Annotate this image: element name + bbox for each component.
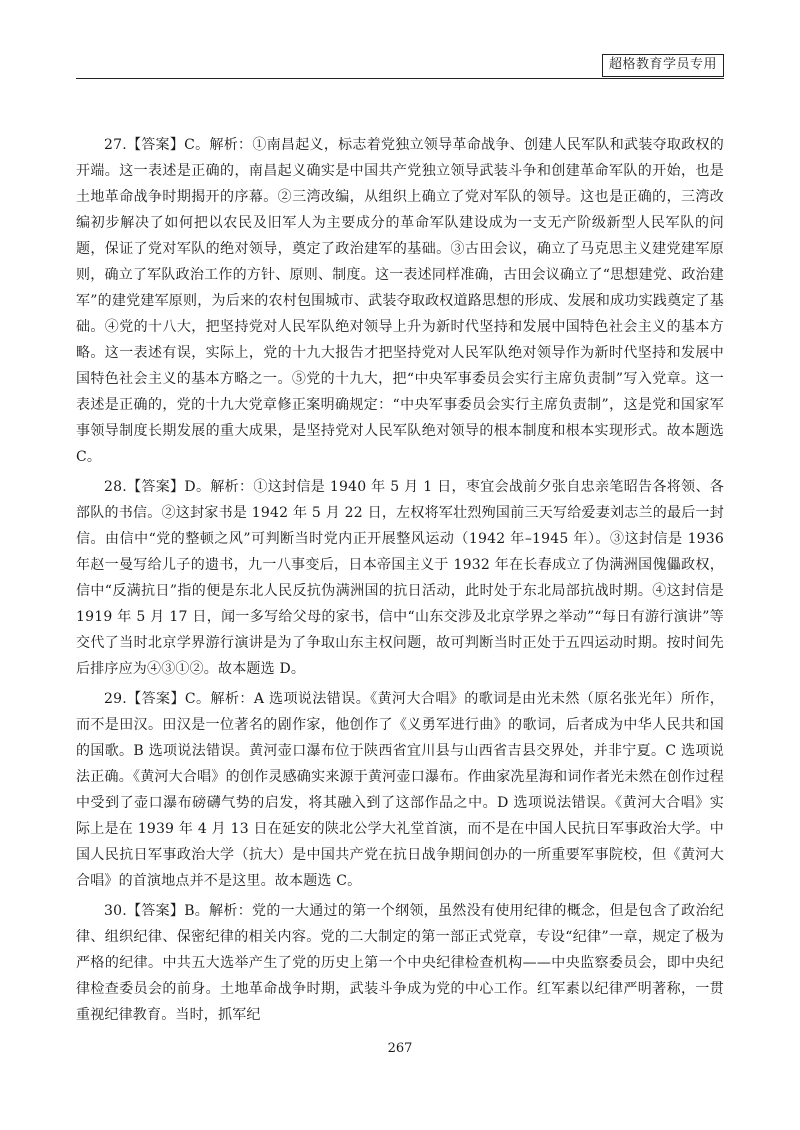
answer-content: [76, 132, 724, 1028]
answer-text: 【答案】D。解析：①这封信是 1940 年 5 月 1 日，枣宜会战前夕张自忠亲笔昭告各将领、各部队的书信。②这封家书是 1942 年 5 月 22 日，左权将军壮烈殉国前三天写给爱妻刘志兰的最后一封信。由信中“党的整顿之风”可判断当时党内正开展整风运动（1942 年–1945 年）。③这封信是 1936 年赵一曼写给儿子的遗书，九一八事变后，日本帝国主义于 1932 年在长春成立了伪满洲国傀儡政权，信中“反满抗日”指的便是东北人民反抗伪满洲国的抗日活动，此时处于东北局部抗战时期。④这封信是 1919 年 5 月 17 日，闻一多写给父母的家书，信中“山东交涉及北京学界之举动”“每日有游行演讲”等交代了当时北京学界游行演讲是为了争取山东主权问题，故可判断当时正处于五四运动时期。按时间先后排序应为④③①②。故本题选 D。: [76, 479, 724, 677]
answer-text: 【答案】C。解析：A 选项说法错误。《黄河大合唱》的歌词是由光未然（原名张光年）所作，而不是田汉。田汉是一位著名的剧作家，他创作了《义勇军进行曲》的歌词，后者成为中华人民共和国的国歌。B 选项说法错误。黄河壶口瀑布位于陕西省宜川县与山西省吉县交界处，并非宁夏。C 选项说法正确。《黄河大合唱》的创作灵感确实来源于黄河壶口瀑布。作曲家冼星海和词作者光未然在创作过程中受到了壶口瀑布磅礴气势的启发，将其融入到了这部作品之中。D 选项说法错误。《黄河大合唱》实际上是在 1939 年 4 月 13 日在延安的陕北公学大礼堂首演，而不是在中国人民抗日军事政治大学。中国人民抗日军事政治大学（抗大）是中国共产党在抗日战争期间创办的一所重要军事院校，但《黄河大合唱》的首演地点并不是这里。故本题选 C。: [76, 691, 724, 889]
answer-30: [76, 898, 724, 1028]
page-number: 267: [387, 1041, 413, 1056]
answer-number: 30.: [104, 903, 127, 919]
answer-text: 【答案】C。解析：①南昌起义，标志着党独立领导革命战争、创建人民军队和武装夺取政权的开端。这一表述是正确的，南昌起义确实是中国共产党独立领导武装斗争和创建革命军队的开始，也是土地革命战争时期揭开的序幕。②三湾改编，从组织上确立了党对军队的领导。这也是正确的，三湾改编初步解决了如何把以农民及旧军人为主要成分的革命军队建设成为一支无产阶级新型人民军队的问题，保证了党对军队的绝对领导，奠定了政治建军的基础。③古田会议，确立了马克思主义建党建军原则，确立了军队政治工作的方针、原则、制度。这一表述同样准确，古田会议确立了“思想建党、政治建军”的建党建军原则，为后来的农村包围城市、武装夺取政权道路思想的形成、发展和成功实践奠定了基础。④党的十八大，把坚持党对人民军队绝对领导上升为新时代坚持和发展中国特色社会主义的基本方略。这一表述有误，实际上，党的十九大报告才把坚持党对人民军队绝对领导作为新时代坚持和发展中国特色社会主义的基本方略之一。⑤党的十九大，把“中央军事委员会实行主席负责制”写入党章。这一表述是正确的，党的十九大党章修正案明确规定：“中央军事委员会实行主席负责制”，这是党和国家军事领导制度长期发展的重大成果，是坚持党对人民军队绝对领导的根本制度和根本实现形式。故本题选 C。: [76, 137, 724, 465]
answer-29: [76, 686, 724, 894]
answer-number: 28.: [104, 479, 127, 495]
answer-28: [76, 474, 724, 682]
answer-27: [76, 132, 724, 470]
header-rule: [76, 78, 724, 79]
answer-number: 29.: [104, 691, 127, 707]
header-label: 超格教育学员专用: [602, 54, 724, 77]
answer-number: 27.: [104, 137, 127, 153]
answer-text: 【答案】B。解析：党的一大通过的第一个纲领，虽然没有使用纪律的概念，但是包含了政治纪律、组织纪律、保密纪律的相关内容。党的二大制定的第一部正式党章，专设“纪律”一章，规定了极为严格的纪律。中共五大选举产生了党的历史上第一个中央纪律检查机构——中央监察委员会，即中央纪律检查委员会的前身。土地革命战争时期，武装斗争成为党的中心工作。红军素以纪律严明著称，一贯重视纪律教育。当时，抓军纪: [76, 903, 724, 1023]
